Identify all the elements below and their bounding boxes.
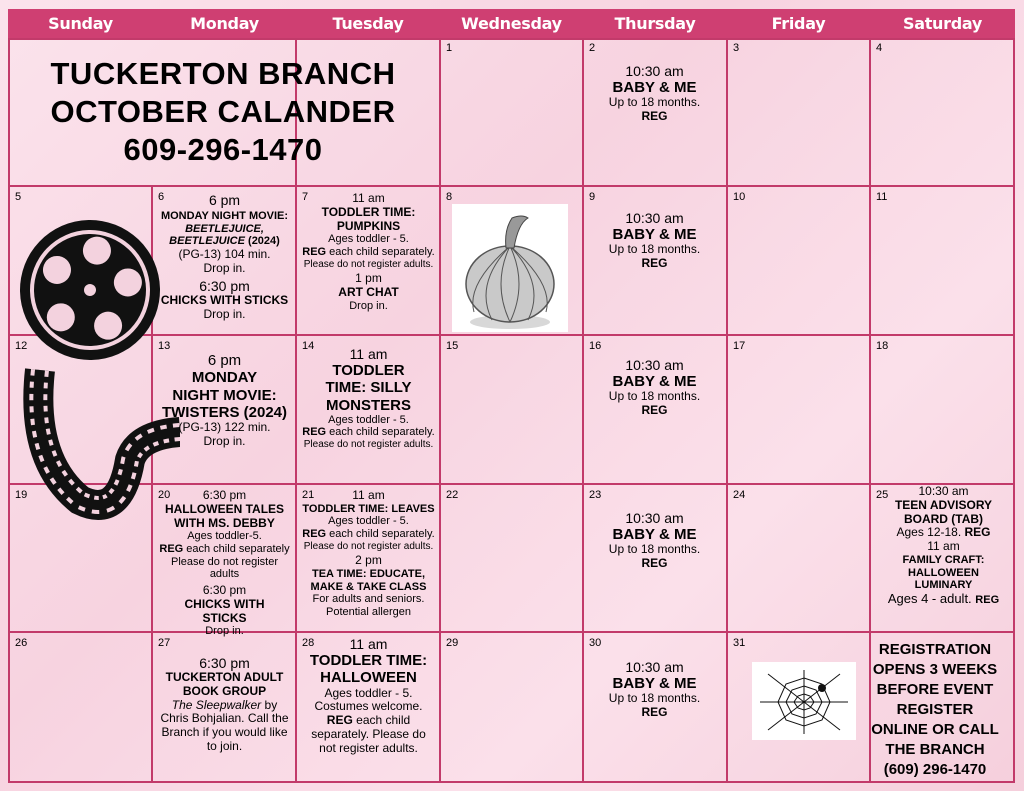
date-8: 8 [446, 191, 453, 203]
day-header-thursday: Thursday [583, 9, 727, 39]
pumpkin-image [452, 204, 568, 332]
day-header-monday: Monday [153, 9, 296, 39]
date-1: 1 [446, 42, 453, 54]
event-baby-me-16: 10:30 am BABY & ME Up to 18 months. REG [608, 357, 701, 418]
date-18: 18 [876, 340, 889, 352]
event-oct-13: 6 pm MONDAY NIGHT MOVIE: TWISTERS (2024) (PG-13) 122 min. Drop in. [161, 352, 288, 448]
date-21: 21 [302, 489, 315, 501]
spider-web-image [752, 662, 856, 740]
event-oct-27: 6:30 pm TUCKERTON ADULT BOOK GROUP The Sleepwalker by Chris Bohjalian. Call the Branch if you would like to join. [160, 655, 289, 754]
date-7: 7 [302, 191, 309, 203]
event-oct-25: 10:30 am TEEN ADVISORY BOARD (TAB) Ages 12-18. REG 11 am FAMILY CRAFT: HALLOWEEN LUMINARY Ages 4 - adult. REG [887, 484, 1000, 606]
date-15: 15 [446, 340, 459, 352]
day-header-saturday: Saturday [870, 9, 1015, 39]
date-12: 12 [15, 340, 28, 352]
event-baby-me-23: 10:30 am BABY & ME Up to 18 months. REG [608, 510, 701, 571]
date-6: 6 [158, 191, 165, 203]
event-baby-me-9: 10:30 am BABY & ME Up to 18 months. REG [608, 210, 701, 271]
date-30: 30 [589, 637, 602, 649]
date-13: 13 [158, 340, 171, 352]
date-11: 11 [876, 191, 888, 203]
date-26: 26 [15, 637, 28, 649]
event-oct-28: 11 am TODDLER TIME: HALLOWEEN Ages toddler - 5. Costumes welcome. REG each child separately. Please do not register adults. [309, 636, 428, 755]
date-23: 23 [589, 489, 602, 501]
event-oct-20: 6:30 pm HALLOWEEN TALES WITH MS. DEBBY Ages toddler-5. REG each child separately Please do not register adults 6:30 pm CHICKS WITH STICKS Drop in. [159, 488, 290, 638]
date-5: 5 [15, 191, 22, 203]
date-17: 17 [733, 340, 746, 352]
date-31: 31 [733, 637, 746, 649]
date-25: 25 [876, 489, 889, 501]
event-oct-21: 11 am TODDLER TIME: LEAVES Ages toddler - 5. REG each child separately. Please do not register adults. 2 pm TEA TIME: EDUCATE, MAKE & TAKE CLASS For adults and seniors. Potential allergen [302, 488, 435, 618]
date-27: 27 [158, 637, 171, 649]
event-oct-14: 11 am TODDLER TIME: SILLY MONSTERS Ages toddler - 5. REG each child separately. Please do not register adults. [302, 346, 435, 451]
event-oct-6: 6 pm MONDAY NIGHT MOVIE: BEETLEJUICE, BEETLEJUICE (2024) (PG-13) 104 min. Drop in. 6:30 pm CHICKS WITH STICKS Drop in. [160, 192, 289, 321]
page-title: TUCKERTON BRANCH OCTOBER CALANDER 609-296-1470 [50, 56, 396, 167]
date-29: 29 [446, 637, 459, 649]
date-24: 24 [733, 489, 746, 501]
date-10: 10 [733, 191, 746, 203]
date-22: 22 [446, 489, 459, 501]
day-header-wednesday: Wednesday [440, 9, 583, 39]
date-3: 3 [733, 42, 740, 54]
event-oct-7: 11 am TODDLER TIME: PUMPKINS Ages toddler - 5. REG each child separately. Please do not register adults. 1 pm ART CHAT Drop in. [302, 191, 435, 312]
date-14: 14 [302, 340, 315, 352]
day-header-tuesday: Tuesday [296, 9, 440, 39]
event-baby-me-30: 10:30 am BABY & ME Up to 18 months. REG [608, 659, 701, 720]
day-header-sunday: Sunday [8, 9, 153, 39]
date-28: 28 [302, 637, 315, 649]
date-9: 9 [589, 191, 596, 203]
date-20: 20 [158, 489, 171, 501]
date-4: 4 [876, 42, 883, 54]
date-19: 19 [15, 489, 28, 501]
date-16: 16 [589, 340, 602, 352]
date-2: 2 [589, 42, 596, 54]
day-header-friday: Friday [727, 9, 870, 39]
event-baby-me-2: 10:30 am BABY & ME Up to 18 months. REG [608, 63, 701, 124]
registration-note: REGISTRATION OPENS 3 WEEKS BEFORE EVENT REGISTER ONLINE OR CALL THE BRANCH (609) 296-1470 [871, 641, 999, 778]
